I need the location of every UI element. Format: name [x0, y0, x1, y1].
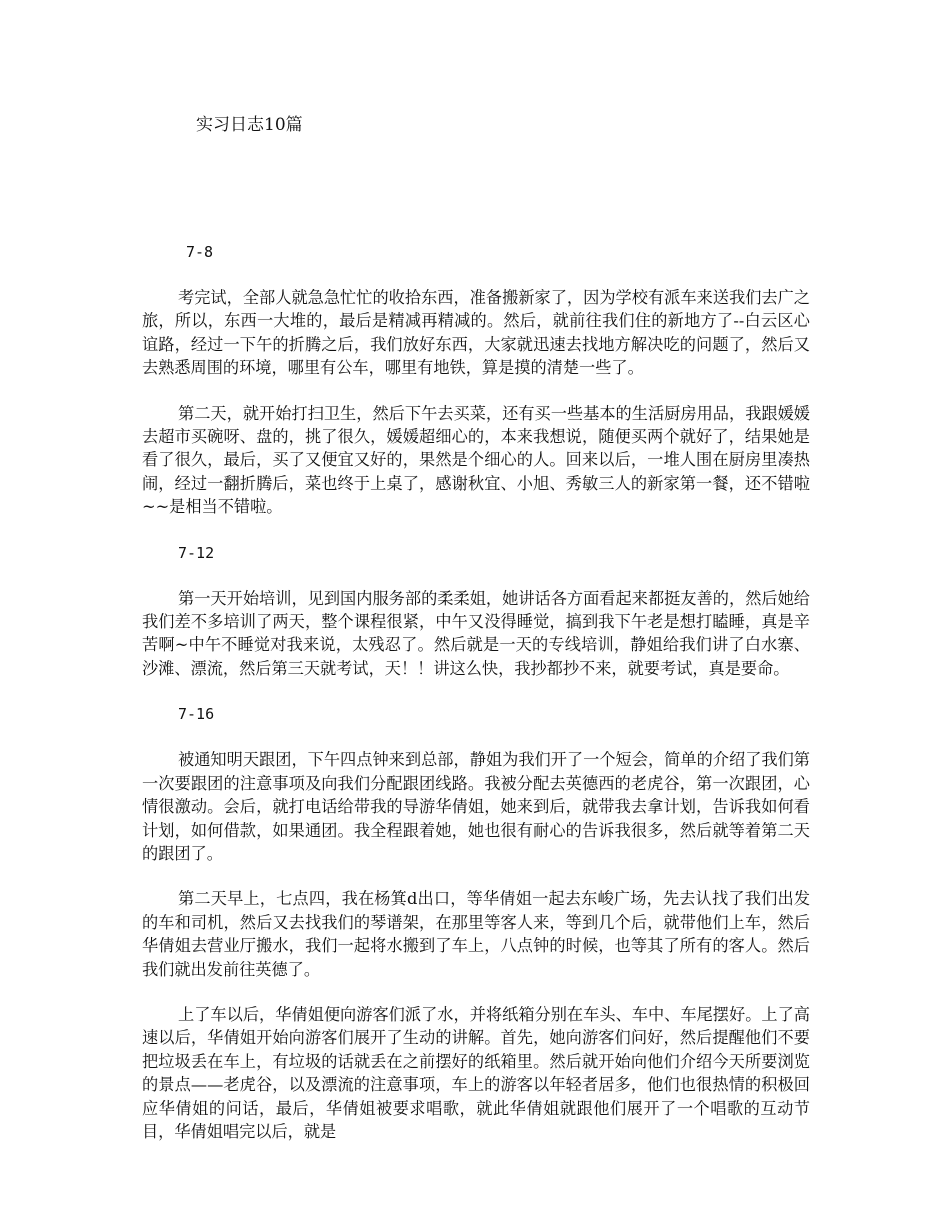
- entry-date: 7-16: [178, 705, 215, 724]
- entry-paragraph: 上了车以后，华倩姐便向游客们派了水，并将纸箱分别在车头、车中、车尾摆好。上了高速以后，华倩姐开始向游客们展开了生动的讲解。首先，她向游客们问好，然后提醒他们不要把垃圾丢在车上，有垃圾的话就丢在之前摆好的纸箱里。然后就开始向他们介绍今天所要浏览的景点——老虎谷，以及漂流的注意事项，车上的游客以年轻者居多，他们也很热情的积极回应华倩姐的问话，最后，华倩姐被要求唱歌，就此华倩姐就跟他们展开了一个唱歌的互动节目，华倩姐唱完以后，就是: [142, 1004, 810, 1141]
- entry-paragraph: 第一天开始培训，见到国内服务部的柔柔姐，她讲话各方面看起来都挺友善的，然后她给我们差不多培训了两天，整个课程很紧，中午又没得睡觉，搞到我下午老是想打瞌睡，真是辛苦啊~中午不睡觉对我来说，太残忍了。然后就是一天的专线培训，静姐给我们讲了白水寨、沙滩、漂流，然后第三天就考试，天！！讲这么快，我抄都抄不来，就要考试，真是要命。: [142, 588, 810, 678]
- entry-paragraph: 第二天，就开始打扫卫生，然后下午去买菜，还有买一些基本的生活厨房用品，我跟媛媛去超市买碗呀、盘的，挑了很久，媛媛超细心的，本来我想说，随便买两个就好了，结果她是看了很久，最后，买了又便宜又好的，果然是个细心的人。回来以后，一堆人围在厨房里凑热闹，经过一翻折腾后，菜也终于上桌了，感谢秋宜、小旭、秀敏三人的新家第一餐，还不错啦~~是相当不错啦。: [142, 403, 810, 517]
- entry-paragraph: 第二天早上，七点四，我在杨箕d出口，等华倩姐一起去东峻广场，先去认找了我们出发的车和司机，然后又去找我们的琴谱架，在那里等客人来，等到几个后，就带他们上车，然后华倩姐去营业厅搬水，我们一起将水搬到了车上，八点钟的时候，也等其了所有的客人。然后我们就出发前往英德了。: [142, 889, 810, 979]
- document-body: [142, 240, 810, 1143]
- document-title: 实习日志10篇: [196, 115, 303, 135]
- entry-date: 7-12: [178, 543, 215, 562]
- entry-date: 7-8: [186, 243, 214, 261]
- entry-paragraph: 考完试，全部人就急急忙忙的收拾东西，准备搬新家了，因为学校有派车来送我们去广之旅，所以，东西一大堆的，最后是精减再精减的。然后，就前往我们住的新地方了--白云区心谊路，经过一下午的折腾之后，我们放好东西，大家就迅速去找地方解决吃的问题了，然后又去熟悉周围的环境，哪里有公车，哪里有地铁，算是摸的清楚一些了。: [142, 288, 810, 378]
- entry-paragraph: 被通知明天跟团，下午四点钟来到总部，静姐为我们开了一个短会，简单的介绍了我们第一次要跟团的注意事项及向我们分配跟团线路。我被分配去英德西的老虎谷，第一次跟团，心情很激动。会后，就打电话给带我的导游华倩姐，她来到后，就带我去拿计划，告诉我如何看计划，如何借款，如果通团。我全程跟着她，她也很有耐心的告诉我很多，然后就等着第二天的跟团了。: [142, 750, 810, 863]
